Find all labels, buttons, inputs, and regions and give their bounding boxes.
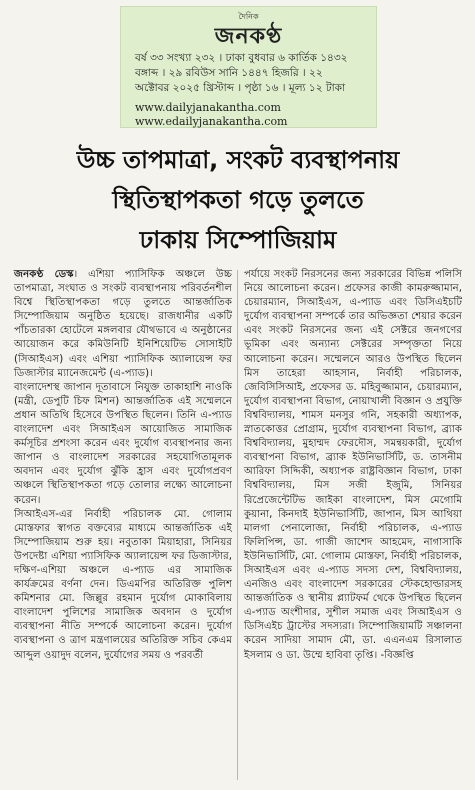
masthead-line-3: অক্টোবর ২০২৫ খ্রিস্টাব্দ । পৃষ্ঠা ১৬ । মূল্য ১২ টাকা bbox=[135, 82, 346, 94]
article-paragraph bbox=[14, 268, 232, 381]
headline-line-2: স্থিতিস্থাপকতা গড়ে তুলতে bbox=[112, 186, 364, 214]
masthead-date-info bbox=[135, 51, 373, 96]
article-paragraph: পর্যায়ে সংকট নিরসনের জন্য সরকারের বিভিন্ন পলিসি নিয়ে আলোচনা করেন। প্রফেসর কাজী কামরুজ্জামান, চেয়ারম্যান, সিআইএস, এ-প্যাড এবং ডিসিএইচটি দুর্যোগ ব্যবস্থাপনা সম্পর্কে তার অভিজ্ঞতা শেয়ার করেন এবং সংকট নিরসনের জন্য এই সেক্টরে জনগণের ভূমিকা এবং অন্যান্য সেক্টরের সম্পৃক্ততা নিয়ে আলোচনা করেন। সম্মেলনে আরও উপস্থিত ছিলেন মিস তাহেরা আহসান, নির্বাহী পরিচালক, জেবিসিসিআই, প্রফেসর ড. মহিবুজ্জামান, চেয়ারম্যান, দুর্যোগ ব্যবস্থাপনা বিভাগ, নোয়াখালী বিজ্ঞান ও প্রযুক্তি বিশ্ববিদ্যালয়, শামস মনসুর গনি, সহকারী অধ্যাপক, স্নাতকোত্তর প্রোগ্রাম, দুর্যোগ ব্যবস্থাপনা বিভাগ, ব্র্যাক বিশ্ববিদ্যালয়, মুহাম্মদ ফেরদৌস, সমন্বয়কারী, দুর্যোগ ব্যবস্থাপনা বিভাগ, ব্র্যাক ইউনিভার্সিটি, ড. তাসনীম আরিফা সিদ্দিকী, অধ্যাপক রাষ্ট্রবিজ্ঞান বিভাগ, ঢাকা বিশ্ববিদ্যালয়, মিস সজী ইজুমি, সিনিয়র রিপ্রেজেন্টেটিভ জাইকা বাংলাদেশ, মিস মেগোমি কুয়ানা, কিনদাই ইউনিভার্সিটি, জাপান, মিস আথিয়া মালগা পেনালোজা, নির্বাহী পরিচালক, এ-প্যাড ফিলিপিন্স, ডা. গাজী জাশেদ আহমেদ, নাগাসাকি ইউনিভার্সিটি, মো. গোলাম মোস্তফা, নির্বাহী পরিচালক, সিআইএস এবং এ-প্যাড সদস্য দেশ, বিশ্ববিদ্যালয়, এনজিও এবং বাংলাদেশ সরকারের স্টেকহোল্ডারসহ আন্তর্জাতিক ও স্থানীয় প্ল্যাটফর্ম থেকে উপস্থিত ছিলেন এ-প্যাড অংশীদার, সুশীল সমাজ এবং সিআইএস ও ডিসিএইচ ট্রাস্টের সদস্যরা। সিম্পোজিয়ামটি সঞ্চালনা করেন সাদিয়া সামাদ মৌ, ডা. এএনএম রিসালাত ইসলাম ও ডা. উম্মে হাবিবা তৃপ্তি। -বিজ্ঞপ্তি bbox=[244, 269, 462, 661]
masthead-line-2: বঙ্গাব্দ । ২৯ রবিউস সানি ১৪৪৭ হিজরি । ২২ bbox=[135, 67, 323, 79]
website-link-1: www.dailyjanakantha.com bbox=[135, 101, 281, 114]
article-paragraph: বাংলাদেশস্থ জাপান দূতাবাসে নিযুক্ত তাকাহাশি নাওকি (মন্ত্রী, ডেপুটি চিফ মিশন) আন্তর্জাতিক এই সম্মেলনে প্রধান অতিথি হিসেবে উপস্থিত ছিলেন। তিনি এ-প্যাড বাংলাদেশ এবং সিআইএস আয়োজিত সামাজিক কর্মসূচির প্রশংসা করেন এবং দুর্যোগ ব্যবস্থাপনার জন্য জাপান ও বাংলাদেশ সরকারের সহযোগিতামূলক অবদান এবং দুর্যোগ ঝুঁকি হ্রাস এবং দুর্যোগপ্রবণ অঞ্চলে স্থিতিস্থাপকতা গড়ে তোলার লক্ষ্যে আলোচনা করেন। bbox=[14, 381, 232, 506]
paragraph-text: । এশিয়া প্যাসিফিক অঞ্চলে উচ্চ তাপমাত্রা, সংঘাত ও সংকট ব্যবস্থাপনায় পরিবর্তনশীল বিশ্বে স্থিতিস্থাপকতা গড়ে তুলতে আন্তর্জাতিক সিম্পোজিয়াম অনুষ্ঠিত হয়েছে। রাজধানীর একটি পাঁচতারকা হোটেলে মঙ্গলবার যৌথভাবে এ অনুষ্ঠানের আয়োজন করে কমিউনিটি ইনিশিয়েটিভ সোসাইটি (সিআইএস) এবং এশিয়া প্যাসিফিক অ্যালায়েন্স ফর ডিজাস্টার ম্যানেজমেন্ট (এ-প্যাড)। bbox=[14, 269, 232, 379]
masthead-websites bbox=[135, 101, 288, 129]
headline-line-3: ঢাকায় সিম্পোজিয়াম bbox=[139, 226, 337, 254]
column-divider bbox=[237, 270, 238, 780]
headline-line-1: উচ্চ তাপমাত্রা, সংকট ব্যবস্থাপনায় bbox=[76, 146, 400, 174]
article-column-left bbox=[14, 268, 232, 663]
website-link-2: www.edailyjanakantha.com bbox=[135, 115, 288, 128]
newspaper-masthead bbox=[120, 6, 377, 128]
newspaper-logo: জনকণ্ঠ bbox=[214, 23, 283, 49]
masthead-label: দৈনিক bbox=[238, 12, 259, 21]
masthead-line-1: বর্ষ ৩৩ সংখ্যা ২৩২ । ঢাকা বুধবার ৬ কার্তিক ১৪৩২ bbox=[135, 52, 348, 64]
article-paragraph: সিআইএস-এর নির্বাহী পরিচালক মো. গোলাম মোস্তফার স্বাগত বক্তব্যের মাধ্যমে আন্তর্জাতিক এই সিম্পোজিয়াম শুরু হয়। নবুতাকা মিয়াহারা, সিনিয়র উপদেষ্টা এশিয়া প্যাসিফিক অ্যালায়েন্স ফর ডিজাস্টার, দক্ষিণ-এশিয়া অঞ্চলে এ-প্যাড এর সামাজিক কার্যক্রমের বর্ণনা দেন। ডিএমপির অতিরিক্ত পুলিশ কমিশনার মো. জিল্লুর রহমান দুর্যোগ মোকাবিলায় বাংলাদেশ পুলিশের সামাজিক অবদান ও দুর্যোগ ব্যবস্থাপনা নীতি সম্পর্কে আলোচনা করেন। দুর্যোগ ব্যবস্থাপনা ও ত্রাণ মন্ত্রণালয়ের অতিরিক্ত সচিব কেএম আব্দুল ওয়াদুদ বলেন, দুর্যোগের সময় ও পরবর্তী bbox=[14, 508, 232, 661]
article-column-right bbox=[244, 268, 462, 663]
dateline-desk: জনকণ্ঠ ডেস্ক bbox=[14, 269, 74, 280]
article-headline bbox=[14, 140, 462, 260]
